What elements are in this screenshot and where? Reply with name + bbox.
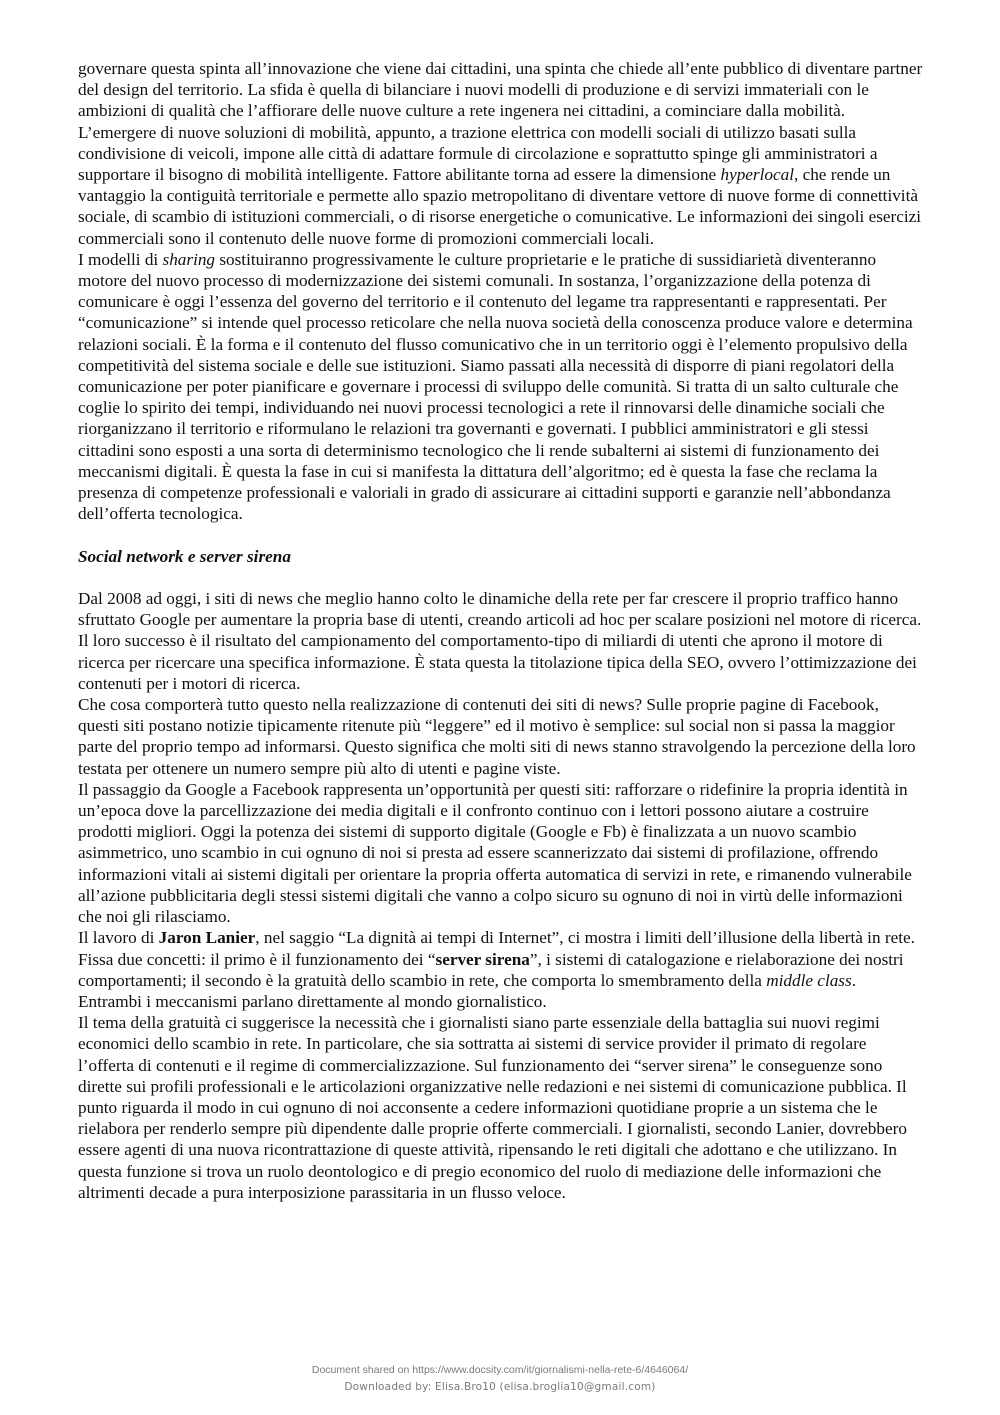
- paragraph-5: Il passaggio da Google a Facebook rappresenta un’opportunità per questi siti: rafforzare o ridefinire la propria identità in un’epoca dove la parcellizzazione dei media digitali e il confronto continuo con i lettori possono aiutare a costruire prodotti migliori. Oggi la potenza dei sistemi di supporto digitale (Google e Fb) è finalizzata a un nuovo scambio asimmetrico, uno scambio in cui ognuno di noi si presta ad essere scannerizzato dai sistemi di profilazione, offrendo informazioni vitali ai sistemi digitali per orientare la propria offerta automatica di servizi in rete, e rimanendo vulnerabile all’azione pubblicitaria degli stessi sistemi digitali che vanno a colpo sicuro su ognuno di noi in virtù delle informazioni che noi gli rilasciamo.: [78, 779, 912, 927]
- paragraph-2: [78, 249, 923, 525]
- paragraph-7: Il tema della gratuità ci suggerisce la necessità che i giornalisti siano parte essenziale della battaglia sui nuovi regimi economici dello scambio in rete. In particolare, che sia sottratta ai sistemi di service provider il primato di regolare l’offerta di contenuti e il regime di commercializzazione. Sul funzionamento dei “server sirena” le conseguenze sono dirette sui profili professionali e le articolazioni organizzative nelle redazioni e nei sistemi di comunicazione pubblica. Il punto riguarda il modo in cui ognuno di noi acconsente a cedere informazioni quotidiane proprie a un sistema che le rielabora per renderlo sempre più dipendente dalle proprie offerte commerciali. I giornalisti, secondo Lanier, dovrebbero essere agenti di una nuova ricontrattazione di queste attività, ripensando le reti digitali che adottano e che utilizzano. In questa funzione si trova un ruolo deontologico e di pregio economico del ruolo di mediazione delle informazioni che altrimenti decade a pura interposizione parassitaria in un flusso veloce.: [78, 1013, 907, 1202]
- paragraph-6-text-g: . Entrambi i meccanismi parlano direttamente al mondo giornalistico.: [78, 970, 856, 1011]
- author-name: Jaron Lanier: [158, 928, 256, 948]
- spacer: [78, 524, 923, 545]
- paragraph-6: [78, 927, 923, 1012]
- paragraph-6-text-e: ”, i sistemi di catalogazione e rielaborazione dei nostri comportamenti; il secondo è la gratuità dello scambio in rete, che comporta lo smembramento della: [78, 949, 904, 990]
- paragraph-1: [78, 58, 923, 249]
- paragraph-1-emphasis: hyperlocal: [720, 165, 794, 185]
- section-heading: Social network e server sirena: [78, 546, 291, 566]
- paragraph-2-text-end: sostituiranno progressivamente le culture proprietarie e le pratiche di sussidiarietà diventeranno motore del nuovo processo di modernizzazione dei sistemi comunali. In sostanza, l’organizzazione della potenza di comunicare è oggi l’essenza del governo del territorio e il contenuto del legame tra rappresentanti e rappresentati. Per “comunicazione” si intende quel processo reticolare che nella nuova società della conoscenza produce valore e determina relazioni sociali. È la forma e il contenuto del flusso comunicativo che in un territorio oggi è l’elemento propulsivo della competitività del sistema sociale e delle sue istituzioni. Siamo passati alla necessità di disporre di piani regolatori della comunicazione per poter pianificare e governare i processi di sviluppo delle comunità. Si tratta di un salto culturale che coglie lo spirito dei tempi, individuando nei nuovi processi tecnologici a rete il rinnovarsi delle dinamiche sociali che riorganizzano il territorio e riformulano le relazioni tra governanti e governati. I pubblici amministratori e gli stessi cittadini sono esposti a una sorta di determinismo tecnologico che li rende subalterni ai sistemi di funzionamento dei meccanismi digitali. È questa la fase in cui si manifesta la dittatura dell’algoritmo; ed è questa la fase che reclama la presenza di competenze professionali e valoriali in grado di assicurare ai cittadini supporti e garanzie nell’abbondanza dell’offerta tecnologica.: [78, 249, 913, 524]
- paragraph-3: Dal 2008 ad oggi, i siti di news che meglio hanno colto le dinamiche della rete per far crescere il proprio traffico hanno sfruttato Google per aumentare la propria base di utenti, creando articoli ad hoc per scalare posizioni nel motore di ricerca. Il loro successo è il risultato del campionamento del comportamento-tipo di miliardi di utenti che aprono il motore di ricerca per ricercare una specifica informazione. È stata questa la titolazione tipica della SEO, ovvero l’ottimizzazione dei contenuti per i motori di ricerca.: [78, 589, 922, 693]
- footer-shared-link[interactable]: Document shared on https://www.docsity.com/it/giornalismi-nella-rete-6/4646064/: [311, 1364, 689, 1376]
- spacer: [78, 567, 923, 588]
- footer-downloaded-by: Downloaded by: Elisa.Bro10 (elisa.broglia10@gmail.com): [344, 1381, 656, 1393]
- middle-class-term: middle class: [766, 970, 852, 990]
- paragraph-2-text-start: I modelli di: [78, 249, 163, 269]
- paragraph-6-text-c: , nel saggio “La dignità ai tempi di Internet”, ci mostra i limiti dell’illusione della libertà in rete. Fissa due concetti: il primo è il funzionamento dei “: [78, 928, 915, 969]
- server-sirena-term: server sirena: [435, 949, 530, 969]
- document-body: [78, 58, 923, 1203]
- paragraph-2-emphasis: sharing: [162, 249, 216, 269]
- paragraph-6-text-a: Il lavoro di: [78, 928, 159, 948]
- paragraph-1-text: governare questa spinta all’innovazione che viene dai cittadini, una spinta che chiede all’ente pubblico di diventare partner del design del territorio. La sfida è quella di bilanciare i nuovi modelli di produzione e di servizi immateriali con le ambizioni di qualità che l’affiorare delle nuove culture a rete ingenera nei cittadini, a cominciare dalla mobilità. L’emergere di nuove soluzioni di mobilità, appunto, a trazione elettrica con modelli sociali di utilizzo basati sulla condivisione di veicoli, impone alle città di adattare formule di circolazione e soprattutto spinge gli amministratori a supportare il bisogno di mobilità intelligente. Fattore abilitante torna ad essere la dimensione: [78, 59, 923, 185]
- paragraph-4: Che cosa comporterà tutto questo nella realizzazione di contenuti dei siti di news? Sulle proprie pagine di Facebook, questi siti postano notizie tipicamente ritenute più “leggere” ed il motivo è semplice: sul social non si passa la maggior parte del proprio tempo ad informarsi. Questo significa che molti siti di news stanno stravolgendo la percezione della loro testata per ottenere un numero sempre più alto di utenti e pagine viste.: [78, 695, 916, 778]
- paragraph-1-text-end: , che rende un vantaggio la contiguità territoriale e permette allo spazio metropolitano di diventare vettore di nuove forme di connettività sociale, di scambio di istituzioni commerciali, o di risorse energetiche o comunicative. Le informazioni dei singoli esercizi commerciali sono il contenuto delle nuove forme di promozioni commerciali locali.: [78, 165, 922, 248]
